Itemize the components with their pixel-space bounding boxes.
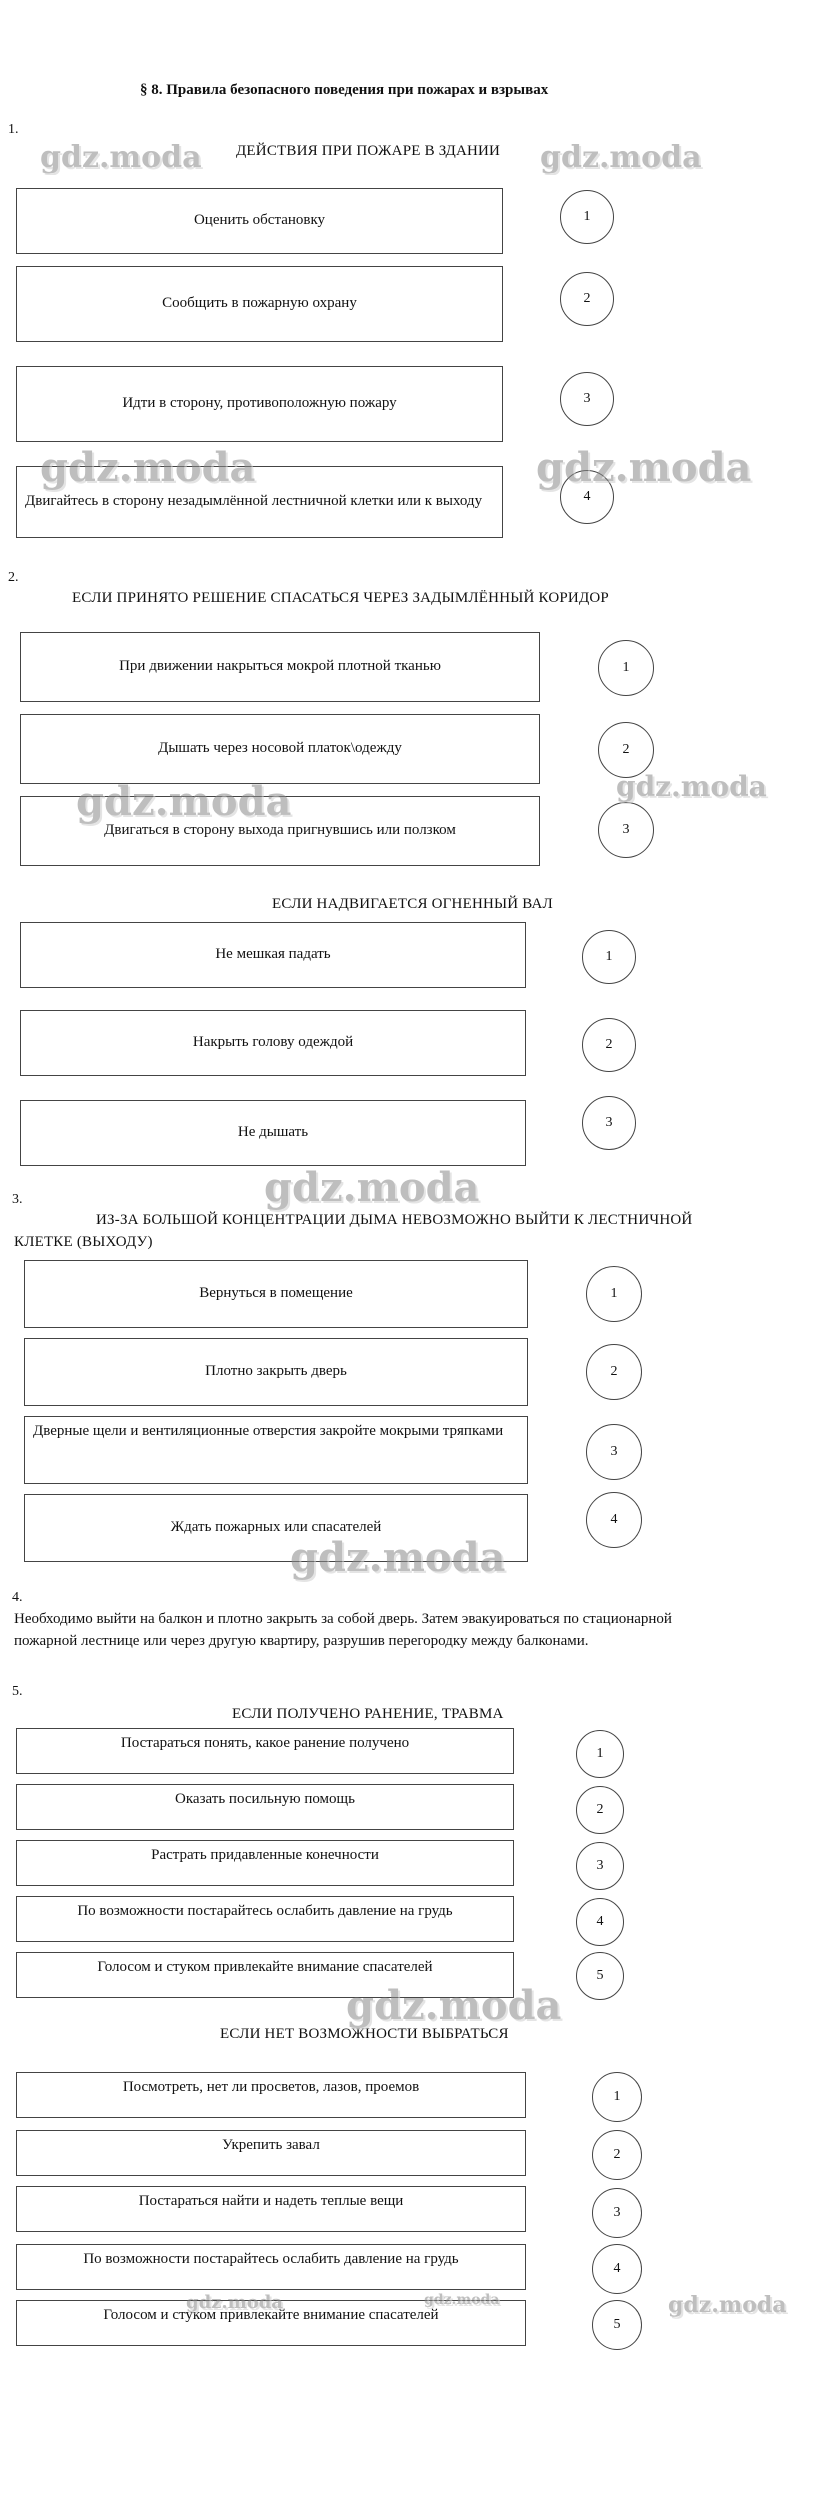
- section-2-subheading: ЕСЛИ НАДВИГАЕТСЯ ОГНЕННЫЙ ВАЛ: [272, 896, 553, 912]
- section-2-number: 2.: [8, 570, 19, 585]
- step-box: Дверные щели и вентиляционные отверстия закройте мокрыми тряпками: [24, 1416, 528, 1484]
- step-box: Голосом и стуком привлекайте внимание спасателей: [16, 2300, 526, 2346]
- section-5-subheading: ЕСЛИ НЕТ ВОЗМОЖНОСТИ ВЫБРАТЬСЯ: [220, 2026, 509, 2042]
- step-number-circle: 1: [560, 190, 614, 244]
- section-1-heading: ДЕЙСТВИЯ ПРИ ПОЖАРЕ В ЗДАНИИ: [236, 143, 501, 159]
- watermark: gdz.moda: [424, 2292, 500, 2308]
- step-number-circle: 4: [576, 1898, 624, 1946]
- watermark: gdz.moda: [616, 770, 767, 803]
- section-1-number: 1.: [8, 122, 19, 137]
- step-box: Накрыть голову одеждой: [20, 1010, 526, 1076]
- watermark: gdz.moda: [668, 2292, 787, 2318]
- section-3-number: 3.: [12, 1192, 23, 1207]
- step-box: Идти в сторону, противоположную пожару: [16, 366, 503, 442]
- watermark: gdz.moda: [536, 444, 752, 491]
- step-box: Укрепить завал: [16, 2130, 526, 2176]
- step-box: Постараться понять, какое ранение получено: [16, 1728, 514, 1774]
- section-4-number: 4.: [12, 1590, 23, 1605]
- step-box: Дышать через носовой платок\одежду: [20, 714, 540, 784]
- section-2-heading: ЕСЛИ ПРИНЯТО РЕШЕНИЕ СПАСАТЬСЯ ЧЕРЕЗ ЗАДЫМЛЁННЫЙ КОРИДОР: [72, 590, 609, 606]
- step-box: Сообщить в пожарную охрану: [16, 266, 503, 342]
- watermark: gdz.moda: [40, 444, 256, 491]
- section-5-heading: ЕСЛИ ПОЛУЧЕНО РАНЕНИЕ, ТРАВМА: [232, 1706, 504, 1722]
- watermark: gdz.moda: [264, 1164, 480, 1211]
- section-5-number: 5.: [12, 1684, 23, 1699]
- step-number-circle: 3: [586, 1424, 642, 1480]
- step-box: По возможности постарайтесь ослабить давление на грудь: [16, 2244, 526, 2290]
- step-number-circle: 4: [592, 2244, 642, 2294]
- step-number-circle: 3: [592, 2188, 642, 2238]
- step-number-circle: 1: [586, 1266, 642, 1322]
- step-box: Растрать придавленные конечности: [16, 1840, 514, 1886]
- step-box: Не дышать: [20, 1100, 526, 1166]
- step-number-circle: 2: [560, 272, 614, 326]
- step-number-circle: 5: [576, 1952, 624, 2000]
- watermark: gdz.moda: [290, 1534, 506, 1581]
- step-number-circle: 2: [592, 2130, 642, 2180]
- step-number-circle: 1: [598, 640, 654, 696]
- step-box: Ждать пожарных или спасателей: [24, 1494, 528, 1562]
- step-box: Голосом и стуком привлекайте внимание спасателей: [16, 1952, 514, 1998]
- step-box: По возможности постарайтесь ослабить давление на грудь: [16, 1896, 514, 1942]
- step-number-circle: 2: [598, 722, 654, 778]
- step-number-circle: 1: [576, 1730, 624, 1778]
- step-box: Не мешкая падать: [20, 922, 526, 988]
- step-number-circle: 1: [592, 2072, 642, 2122]
- watermark: gdz.moda: [186, 2292, 283, 2313]
- watermark: gdz.moda: [76, 778, 292, 825]
- step-number-circle: 3: [598, 802, 654, 858]
- step-box: Оценить обстановку: [16, 188, 503, 254]
- step-number-circle: 2: [576, 1786, 624, 1834]
- section-3-heading-line-1: ИЗ-ЗА БОЛЬШОЙ КОНЦЕНТРАЦИИ ДЫМА НЕВОЗМОЖНО ВЫЙТИ К ЛЕСТНИЧНОЙ: [96, 1212, 693, 1228]
- step-box: Двигаться в сторону выхода пригнувшись или ползком: [20, 796, 540, 866]
- step-number-circle: 3: [582, 1096, 636, 1150]
- step-box: Постараться найти и надеть теплые вещи: [16, 2186, 526, 2232]
- page-title: § 8. Правила безопасного поведения при пожарах и взрывах: [140, 82, 549, 98]
- step-number-circle: 2: [586, 1344, 642, 1400]
- step-box: Вернуться в помещение: [24, 1260, 528, 1328]
- section-4-paragraph: Необходимо выйти на балкон и плотно закрыть за собой дверь. Затем эвакуироваться по стационарной пожарной лестнице или через другую квартиру, разрушив перегородку между балконами.: [14, 1611, 672, 1649]
- watermark: gdz.moda: [40, 140, 202, 175]
- step-box: Посмотреть, нет ли просветов, лазов, проемов: [16, 2072, 526, 2118]
- step-box: Оказать посильную помощь: [16, 1784, 514, 1830]
- step-number-circle: 5: [592, 2300, 642, 2350]
- step-box: Плотно закрыть дверь: [24, 1338, 528, 1406]
- step-box: Двигайтесь в сторону незадымлённой лестничной клетки или к выходу: [16, 466, 503, 538]
- step-number-circle: 1: [582, 930, 636, 984]
- step-number-circle: 4: [586, 1492, 642, 1548]
- step-box: При движении накрыться мокрой плотной тканью: [20, 632, 540, 702]
- section-3-heading-line-2: КЛЕТКЕ (ВЫХОДУ): [14, 1234, 153, 1250]
- step-number-circle: 3: [560, 372, 614, 426]
- step-number-circle: 4: [560, 470, 614, 524]
- step-number-circle: 2: [582, 1018, 636, 1072]
- step-number-circle: 3: [576, 1842, 624, 1890]
- watermark: gdz.moda: [540, 140, 702, 175]
- watermark: gdz.moda: [346, 1982, 562, 2029]
